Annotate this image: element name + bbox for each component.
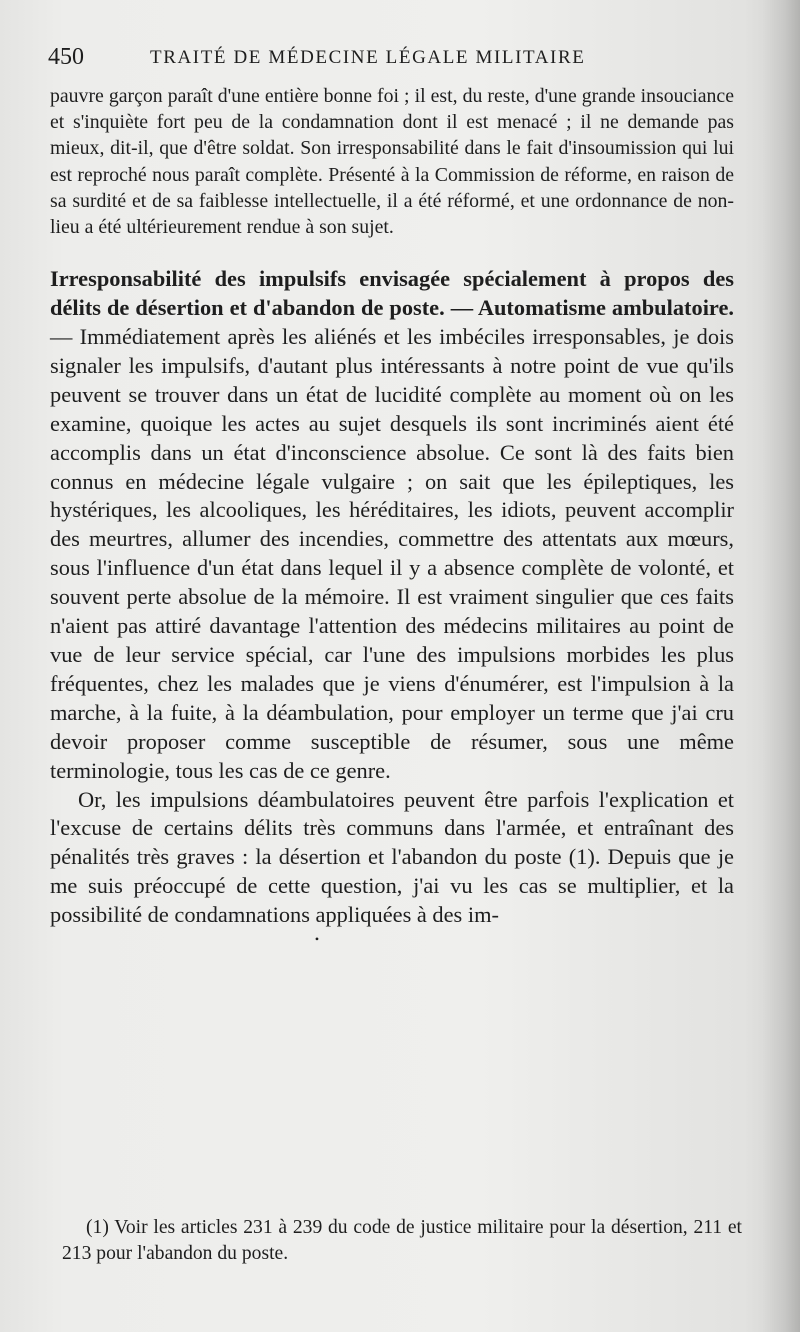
section-paragraph-1 bbox=[50, 265, 734, 785]
paragraph-1-text: — Immédiatement après les aliénés et les imbéciles irresponsables, je dois signaler les impulsifs, d'autant plus intéressants à notre point de vue qu'ils peuvent se trouver dans un état de lucidité complète au moment où on les examine, quoique les actes au sujet desquels ils sont incriminés aient été accomplis dans un état d'inconscience absolue. Ce sont là des faits bien connus en médecine légale vulgaire ; on sait que les épileptiques, les hystériques, les alcooliques, les héréditaires, les idiots, peuvent accomplir des meurtres, allumer des incendies, commettre des attentats aux mœurs, sous l'influence d'un état dans lequel il y a absence complète de volonté, et souvent perte absolue de la mémoire. Il est vraiment singulier que ces faits n'aient pas attiré davantage l'attention des médecins militaires au point de vue de leur service spécial, car l'une des impulsions morbides les plus fréquentes, chez les malades que je viens d'énumérer, est l'impulsion à la marche, à la fuite, à la déambulation, pour employer un terme que j'ai cru devoir proposer comme susceptible de résumer, sous une même terminologie, tous les cas de ce genre. bbox=[50, 324, 734, 783]
intro-paragraph: pauvre garçon paraît d'une entière bonne foi ; il est, du reste, d'une grande insouciance et s'inquiète fort peu de la condamnation dont il est menacé ; il ne demande pas mieux, dit-il, que d'être soldat. Son irresponsabilité dans le fait d'insoumission qui lui est reproché nous paraît complète. Présenté à la Commission de réforme, en raison de sa surdité et de sa faiblesse intellectuelle, il a été réformé, et une ordonnance de non-lieu a été ultérieurement rendue à son sujet. bbox=[50, 85, 734, 239]
footnote: (1) Voir les articles 231 à 239 du code de justice militaire pour la désertion, 211 et 213 pour l'abandon du poste. bbox=[62, 1216, 742, 1264]
section-heading: Irresponsabilité des impulsifs envisagée spécialement à propos des délits de désertion et d'abandon de poste. — Automatisme ambulatoire. bbox=[50, 266, 734, 321]
paragraph-2-text-a: Or, les impulsions déambulatoires peuvent être parfois l'explication et l'excuse de certains délits très communs dans l'armée, et entraînant des pénalités très graves : la désertion et l'abandon du poste bbox=[50, 786, 734, 870]
footnote-reference: (1) bbox=[568, 844, 595, 870]
paragraph-2-text-b: . Depuis que je me suis préoccupé de cette question, j'ai vu les cas se multiplier, et la possibilité de condamnations appliquées à des im- bbox=[50, 844, 734, 928]
body-text bbox=[50, 83, 734, 948]
page-number: 450 bbox=[48, 44, 84, 70]
section-paragraph-2 bbox=[50, 786, 734, 931]
running-header bbox=[48, 44, 728, 76]
intro-block bbox=[50, 83, 734, 240]
signature-mark: • bbox=[314, 932, 320, 947]
section-block bbox=[50, 265, 734, 948]
page-edge-shadow bbox=[762, 0, 800, 1332]
running-title: TRAITÉ DE MÉDECINE LÉGALE MILITAIRE bbox=[150, 47, 586, 68]
